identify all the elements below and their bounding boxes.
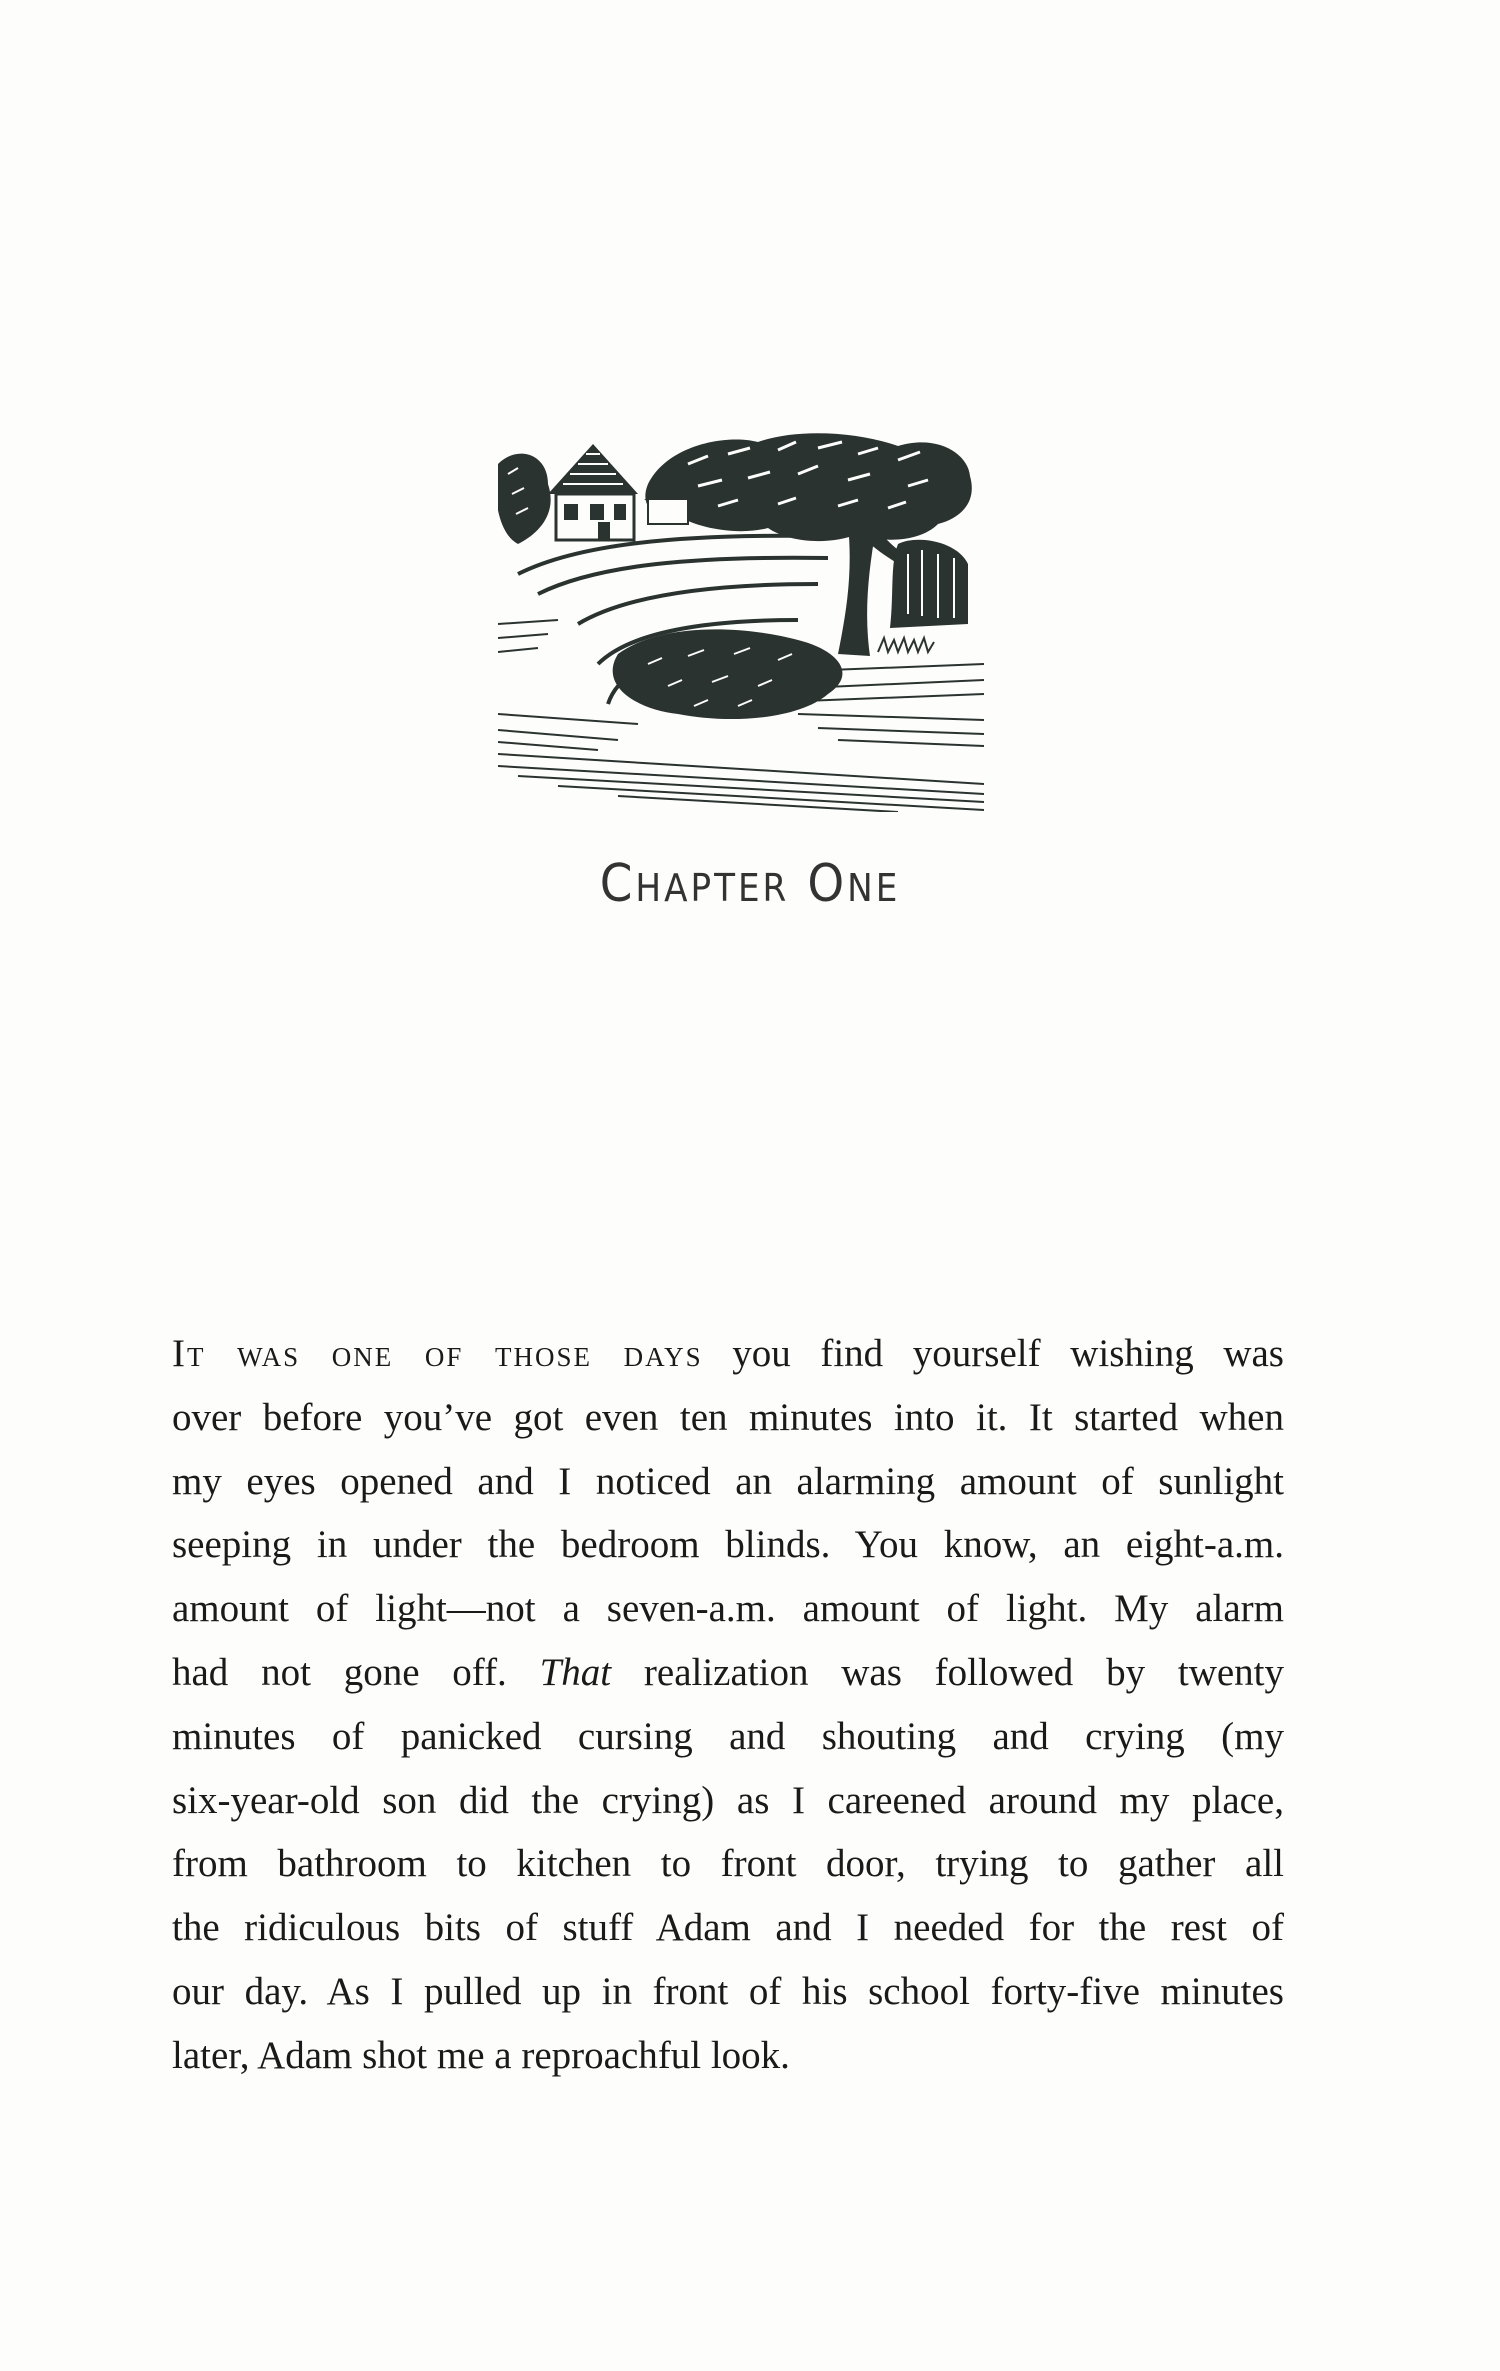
chapter-number-rest: NE [847, 866, 901, 910]
body-line: later, Adam shot me a reproachful look. [172, 2033, 790, 2077]
body-line: over before you’ve got even ten minutes into it. It started when [172, 1395, 1284, 1439]
chapter-title-initial: C [599, 854, 636, 914]
body-line: our day. As I pulled up in front of his school forty-five minutes [172, 1969, 1284, 2013]
body-line-text: had not gone off. [172, 1650, 507, 1694]
chapter-number-initial: O [807, 854, 848, 914]
chapter-body-text [172, 1322, 1284, 2088]
body-line-text: realization was followed by twenty [611, 1650, 1285, 1694]
body-line: my eyes opened and I noticed an alarming amount of sunlight [172, 1459, 1284, 1503]
body-line-text: you find yourself wishing was [702, 1332, 1284, 1375]
house-road-tree-illustration [498, 424, 984, 812]
chapter-title-rest: HAPTER [635, 866, 790, 910]
body-line: minutes of panicked cursing and shouting and crying (my [172, 1714, 1284, 1758]
body-line: the ridiculous bits of stuff Adam and I needed for the rest of [172, 1906, 1284, 1950]
emphasized-word: That [539, 1650, 612, 1694]
chapter-title-word-one [807, 854, 901, 914]
chapter-title [0, 854, 1500, 914]
body-line [172, 1641, 1284, 1705]
body-line [172, 1322, 1284, 1386]
chapter-title-word-chapter [599, 854, 790, 914]
lead-in-small-caps: It was one of those days [172, 1332, 703, 1375]
body-line: from bathroom to kitchen to front door, trying to gather all [172, 1842, 1284, 1886]
body-line: seeping in under the bedroom blinds. You know, an eight-a.m. [172, 1523, 1284, 1567]
body-line: amount of light—not a seven-a.m. amount of light. My alarm [172, 1587, 1284, 1631]
woodcut-illustration-icon [498, 424, 984, 812]
body-line: six-year-old son did the crying) as I careened around my place, [172, 1778, 1284, 1822]
